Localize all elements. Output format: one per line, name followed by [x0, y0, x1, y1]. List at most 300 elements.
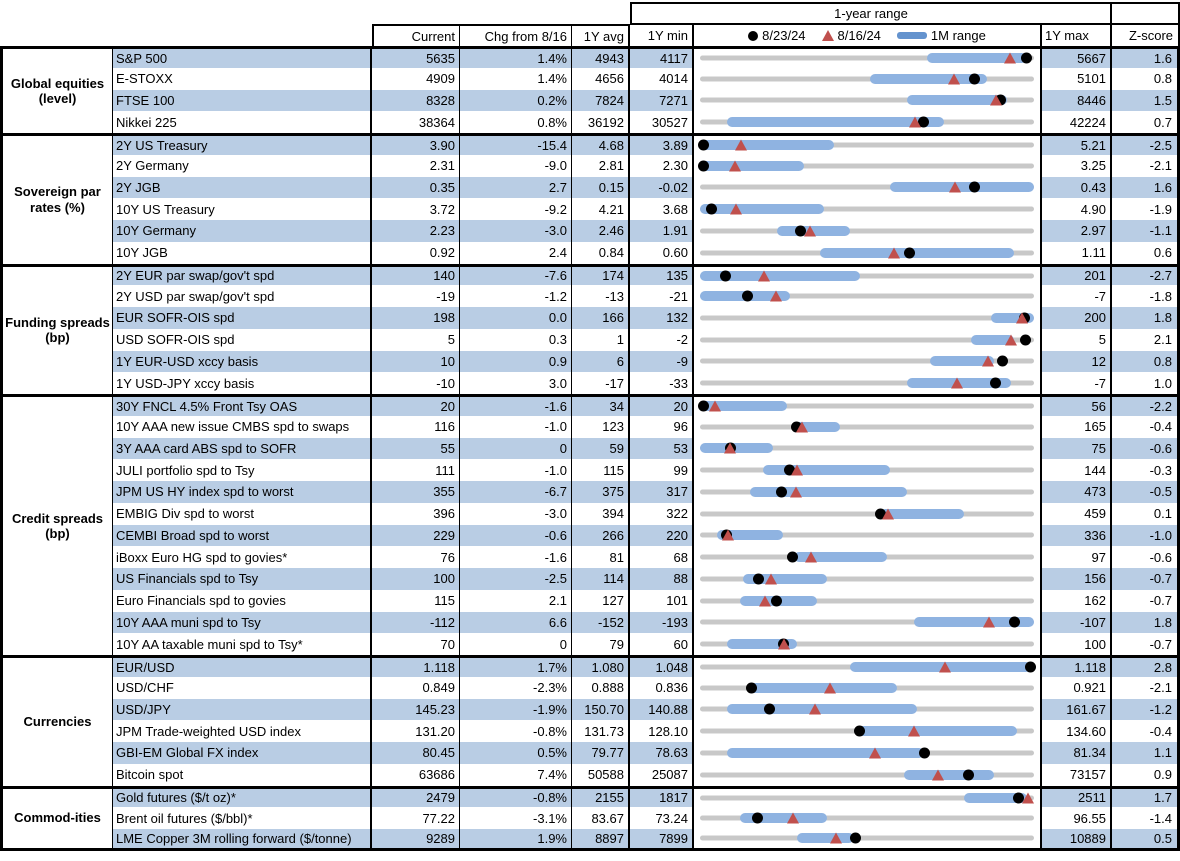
zscore-value: -0.4 — [1112, 416, 1180, 438]
prior-week-triangle-marker-icon — [982, 356, 994, 367]
1y-min-value: 3.89 — [630, 133, 694, 155]
chg-from-8-16-value: 0.0 — [460, 307, 572, 329]
section-label: Sovereign par rates (%) — [0, 133, 113, 264]
1y-avg-value: 4656 — [572, 68, 630, 90]
legend-item-current — [748, 29, 805, 42]
prior-week-triangle-marker-icon — [990, 95, 1002, 106]
row-label: 1Y USD-JPY xccy basis — [113, 372, 372, 394]
row-label: 10Y JGB — [113, 242, 372, 264]
current-value: 115 — [372, 590, 460, 612]
chg-from-8-16-value: -0.8% — [460, 720, 572, 742]
zscore-value: -2.1 — [1112, 155, 1180, 177]
1y-avg-value: 123 — [572, 416, 630, 438]
1y-avg-value: -152 — [572, 612, 630, 634]
current-dot-marker-icon — [706, 204, 717, 215]
current-dot-marker-icon — [997, 356, 1008, 367]
prior-week-triangle-marker-icon — [724, 443, 736, 454]
range-chart — [694, 133, 1042, 155]
current-value: 10 — [372, 351, 460, 373]
range-chart — [694, 329, 1042, 351]
header-empty-cell — [1112, 2, 1180, 24]
1y-avg-value: 4.21 — [572, 198, 630, 220]
chg-from-8-16-value: -3.0 — [460, 220, 572, 242]
column-header-1y-avg: 1Y avg — [572, 24, 630, 46]
row-label: Brent oil futures ($/bbl)* — [113, 807, 372, 829]
1m-range-bar — [797, 833, 854, 843]
1y-min-value: -21 — [630, 285, 694, 307]
zscore-value: -0.3 — [1112, 459, 1180, 481]
1y-max-value: 162 — [1042, 590, 1112, 612]
prior-week-triangle-marker-icon — [796, 421, 808, 432]
zscore-value: -1.0 — [1112, 525, 1180, 547]
1y-min-value: 53 — [630, 438, 694, 460]
range-chart — [694, 264, 1042, 286]
current-dot-marker-icon — [698, 140, 709, 151]
zscore-value: 2.8 — [1112, 655, 1180, 677]
1y-avg-value: 166 — [572, 307, 630, 329]
1y-min-value: 7899 — [630, 829, 694, 851]
prior-week-triangle-marker-icon — [809, 704, 821, 715]
1y-min-value: 322 — [630, 503, 694, 525]
section-label: Credit spreads (bp) — [0, 394, 113, 655]
current-dot-marker-icon — [752, 813, 763, 824]
row-label: USD/JPY — [113, 699, 372, 721]
1y-avg-value: 8897 — [572, 829, 630, 851]
prior-week-triangle-marker-icon — [983, 617, 995, 628]
current-dot-marker-icon — [742, 291, 753, 302]
chg-from-8-16-value: 1.4% — [460, 68, 572, 90]
1y-min-value: 25087 — [630, 764, 694, 786]
chg-from-8-16-value: 0.3 — [460, 329, 572, 351]
1y-min-value: 88 — [630, 568, 694, 590]
row-label: iBoxx Euro HG spd to govies* — [113, 546, 372, 568]
1y-max-value: 156 — [1042, 568, 1112, 590]
chg-from-8-16-value: -1.6 — [460, 546, 572, 568]
1y-avg-value: 34 — [572, 394, 630, 416]
row-label: USD/CHF — [113, 677, 372, 699]
range-chart — [694, 633, 1042, 655]
range-chart — [694, 829, 1042, 851]
prior-week-triangle-marker-icon — [949, 182, 961, 193]
prior-week-triangle-marker-icon — [882, 508, 894, 519]
1y-max-value: 2.97 — [1042, 220, 1112, 242]
row-label: JPM US HY index spd to worst — [113, 481, 372, 503]
current-value: 20 — [372, 394, 460, 416]
prior-week-triangle-marker-icon — [729, 160, 741, 171]
1y-min-value: 101 — [630, 590, 694, 612]
1y-min-value: -0.02 — [630, 177, 694, 199]
range-chart — [694, 46, 1042, 68]
zscore-value: -2.1 — [1112, 677, 1180, 699]
row-label: JULI portfolio spd to Tsy — [113, 459, 372, 481]
zscore-value: -2.5 — [1112, 133, 1180, 155]
zscore-value: -0.6 — [1112, 438, 1180, 460]
range-chart — [694, 351, 1042, 373]
1y-min-value: 317 — [630, 481, 694, 503]
1y-min-value: 20 — [630, 394, 694, 416]
legend-item-prior-week — [822, 29, 881, 42]
prior-week-triangle-marker-icon — [1005, 334, 1017, 345]
row-label: Bitcoin spot — [113, 764, 372, 786]
chg-from-8-16-value: 0 — [460, 438, 572, 460]
1y-max-value: 459 — [1042, 503, 1112, 525]
1y-min-value: 1817 — [630, 786, 694, 808]
chart-legend — [694, 24, 1042, 46]
chg-from-8-16-value: -9.2 — [460, 198, 572, 220]
1y-min-value: 78.63 — [630, 742, 694, 764]
1y-max-value: 5 — [1042, 329, 1112, 351]
1m-range-bar — [750, 487, 907, 497]
1y-max-value: 473 — [1042, 481, 1112, 503]
1y-avg-value: 83.67 — [572, 807, 630, 829]
1y-max-value: 42224 — [1042, 111, 1112, 133]
header-spacer — [0, 2, 630, 24]
1y-avg-value: -13 — [572, 285, 630, 307]
1y-min-value: 4117 — [630, 46, 694, 68]
chg-from-8-16-value: 1.9% — [460, 829, 572, 851]
row-label: GBI-EM Global FX index — [113, 742, 372, 764]
row-label: EUR/USD — [113, 655, 372, 677]
1y-max-value: 12 — [1042, 351, 1112, 373]
current-value: 116 — [372, 416, 460, 438]
chg-from-8-16-value: -0.6 — [460, 525, 572, 547]
1y-max-value: 73157 — [1042, 764, 1112, 786]
zscore-value: 0.7 — [1112, 111, 1180, 133]
1y-max-value: 2511 — [1042, 786, 1112, 808]
zscore-value: 1.5 — [1112, 90, 1180, 112]
current-value: 0.849 — [372, 677, 460, 699]
1m-range-bar — [727, 704, 917, 714]
range-chart — [694, 481, 1042, 503]
range-chart — [694, 394, 1042, 416]
current-dot-marker-icon — [969, 182, 980, 193]
prior-week-triangle-marker-icon — [948, 73, 960, 84]
1y-avg-value: 0.888 — [572, 677, 630, 699]
1y-min-value: 4014 — [630, 68, 694, 90]
range-chart — [694, 90, 1042, 112]
1y-min-value: 30527 — [630, 111, 694, 133]
1y-min-value: 132 — [630, 307, 694, 329]
1y-avg-value: 1 — [572, 329, 630, 351]
current-value: 145.23 — [372, 699, 460, 721]
1y-avg-value: 127 — [572, 590, 630, 612]
range-chart — [694, 655, 1042, 677]
1y-max-value: 165 — [1042, 416, 1112, 438]
chg-from-8-16-value: -9.0 — [460, 155, 572, 177]
1y-avg-value: 81 — [572, 546, 630, 568]
1y-min-value: 7271 — [630, 90, 694, 112]
row-label: LME Copper 3M rolling forward ($/tonne) — [113, 829, 372, 851]
zscore-value: 0.9 — [1112, 764, 1180, 786]
1y-min-value: -2 — [630, 329, 694, 351]
chg-from-8-16-value: 0 — [460, 633, 572, 655]
1y-min-value: 73.24 — [630, 807, 694, 829]
current-value: 198 — [372, 307, 460, 329]
current-dot-marker-icon — [990, 378, 1001, 389]
zscore-value: -2.2 — [1112, 394, 1180, 416]
1y-min-value: 68 — [630, 546, 694, 568]
1y-max-value: 336 — [1042, 525, 1112, 547]
1y-min-value: -193 — [630, 612, 694, 634]
row-label: JPM Trade-weighted USD index — [113, 720, 372, 742]
current-value: 4909 — [372, 68, 460, 90]
chg-from-8-16-value: -1.9% — [460, 699, 572, 721]
prior-week-triangle-marker-icon — [805, 552, 817, 563]
column-header-chg-from-8-16: Chg from 8/16 — [460, 24, 572, 46]
chg-from-8-16-value: -15.4 — [460, 133, 572, 155]
1y-avg-value: 6 — [572, 351, 630, 373]
1y-max-value: -7 — [1042, 372, 1112, 394]
1y-max-value: 5.21 — [1042, 133, 1112, 155]
chg-from-8-16-value: -1.6 — [460, 394, 572, 416]
1y-avg-value: 2.46 — [572, 220, 630, 242]
range-chart — [694, 220, 1042, 242]
prior-week-triangle-marker-icon — [709, 401, 721, 412]
current-value: 76 — [372, 546, 460, 568]
1y-max-value: 3.25 — [1042, 155, 1112, 177]
1y-max-value: 10889 — [1042, 829, 1112, 851]
current-value: 63686 — [372, 764, 460, 786]
1y-avg-value: 150.70 — [572, 699, 630, 721]
prior-week-triangle-marker-icon — [1004, 53, 1016, 64]
1y-max-value: 81.34 — [1042, 742, 1112, 764]
row-label: EUR SOFR-OIS spd — [113, 307, 372, 329]
1y-min-value: 0.60 — [630, 242, 694, 264]
row-label: 10Y AAA new issue CMBS spd to swaps — [113, 416, 372, 438]
1y-max-value: 201 — [1042, 264, 1112, 286]
zscore-value: 1.0 — [1112, 372, 1180, 394]
current-value: 55 — [372, 438, 460, 460]
current-dot-marker-icon — [720, 270, 731, 281]
1m-range-bar — [904, 770, 994, 780]
prior-week-triangle-marker-icon — [939, 662, 951, 673]
current-dot-marker-icon — [698, 401, 709, 412]
current-dot-marker-icon — [771, 595, 782, 606]
current-dot-marker-icon — [787, 552, 798, 563]
section-label: Currencies — [0, 655, 113, 786]
row-label: 2Y JGB — [113, 177, 372, 199]
1y-max-value: 4.90 — [1042, 198, 1112, 220]
1y-avg-value: 36192 — [572, 111, 630, 133]
current-dot-marker-icon — [969, 73, 980, 84]
range-chart — [694, 68, 1042, 90]
current-value: -112 — [372, 612, 460, 634]
chg-from-8-16-value: 2.4 — [460, 242, 572, 264]
current-value: 9289 — [372, 829, 460, 851]
row-label: 2Y EUR par swap/gov't spd — [113, 264, 372, 286]
1m-range-bar — [747, 683, 897, 693]
1y-avg-value: 79.77 — [572, 742, 630, 764]
row-label: 10Y AA taxable muni spd to Tsy* — [113, 633, 372, 655]
range-chart — [694, 568, 1042, 590]
range-chart — [694, 111, 1042, 133]
zscore-value: -0.6 — [1112, 546, 1180, 568]
chg-from-8-16-value: 0.8% — [460, 111, 572, 133]
current-dot-marker-icon — [1025, 662, 1036, 673]
1y-avg-value: -17 — [572, 372, 630, 394]
1y-min-value: 128.10 — [630, 720, 694, 742]
prior-week-triangle-marker-icon — [770, 291, 782, 302]
zscore-value: 1.8 — [1112, 612, 1180, 634]
column-header-1y-max: 1Y max — [1042, 24, 1112, 46]
current-value: 229 — [372, 525, 460, 547]
current-dot-marker-icon — [753, 573, 764, 584]
current-dot-marker-icon — [904, 247, 915, 258]
1y-range-track — [700, 228, 1034, 233]
zscore-value: 2.1 — [1112, 329, 1180, 351]
1y-min-value: 60 — [630, 633, 694, 655]
range-chart — [694, 285, 1042, 307]
1y-avg-value: 7824 — [572, 90, 630, 112]
zscore-value: -1.1 — [1112, 220, 1180, 242]
1y-max-value: 5101 — [1042, 68, 1112, 90]
zscore-value: -0.5 — [1112, 481, 1180, 503]
blue-range-bar-icon — [897, 32, 927, 39]
chg-from-8-16-value: 0.2% — [460, 90, 572, 112]
1y-avg-value: 2.81 — [572, 155, 630, 177]
1y-max-value: 0.43 — [1042, 177, 1112, 199]
row-label: Nikkei 225 — [113, 111, 372, 133]
current-dot-marker-icon — [854, 726, 865, 737]
chg-from-8-16-value: -2.5 — [460, 568, 572, 590]
chg-from-8-16-value: 0.5% — [460, 742, 572, 764]
row-label: 2Y USD par swap/gov't spd — [113, 285, 372, 307]
range-chart — [694, 416, 1042, 438]
row-label: E-STOXX — [113, 68, 372, 90]
red-triangle-marker-icon — [822, 30, 834, 41]
prior-week-triangle-marker-icon — [722, 530, 734, 541]
1y-max-value: 97 — [1042, 546, 1112, 568]
1y-max-value: 161.67 — [1042, 699, 1112, 721]
current-value: 131.20 — [372, 720, 460, 742]
zscore-value: 0.8 — [1112, 68, 1180, 90]
prior-week-triangle-marker-icon — [951, 378, 963, 389]
1y-max-value: -7 — [1042, 285, 1112, 307]
prior-week-triangle-marker-icon — [804, 225, 816, 236]
range-chart — [694, 242, 1042, 264]
current-dot-marker-icon — [919, 747, 930, 758]
1y-min-value: 3.68 — [630, 198, 694, 220]
range-chart — [694, 438, 1042, 460]
section-label: Global equities (level) — [0, 46, 113, 133]
zscore-value: -1.8 — [1112, 285, 1180, 307]
current-value: 2.23 — [372, 220, 460, 242]
prior-week-triangle-marker-icon — [730, 204, 742, 215]
1y-avg-value: 59 — [572, 438, 630, 460]
range-chart — [694, 786, 1042, 808]
current-value: 2.31 — [372, 155, 460, 177]
1y-max-value: 5667 — [1042, 46, 1112, 68]
current-dot-marker-icon — [764, 704, 775, 715]
prior-week-triangle-marker-icon — [830, 833, 842, 844]
1y-max-value: -107 — [1042, 612, 1112, 634]
legend-label: 8/23/24 — [762, 28, 806, 43]
prior-week-triangle-marker-icon — [787, 813, 799, 824]
1y-max-value: 1.118 — [1042, 655, 1112, 677]
chg-from-8-16-value: -1.0 — [460, 416, 572, 438]
range-chart — [694, 720, 1042, 742]
1y-min-value: 1.91 — [630, 220, 694, 242]
row-label: FTSE 100 — [113, 90, 372, 112]
row-label: 3Y AAA card ABS spd to SOFR — [113, 438, 372, 460]
1m-range-bar — [857, 726, 1017, 736]
current-value: 0.92 — [372, 242, 460, 264]
current-value: 3.90 — [372, 133, 460, 155]
1y-min-value: 2.30 — [630, 155, 694, 177]
chg-from-8-16-value: 7.4% — [460, 764, 572, 786]
zscore-value: -0.7 — [1112, 568, 1180, 590]
range-chart — [694, 503, 1042, 525]
row-label: 1Y EUR-USD xccy basis — [113, 351, 372, 373]
row-label: 2Y Germany — [113, 155, 372, 177]
zscore-value: -1.9 — [1112, 198, 1180, 220]
1m-range-bar — [700, 443, 773, 453]
range-chart — [694, 155, 1042, 177]
range-chart — [694, 459, 1042, 481]
1y-min-value: 0.836 — [630, 677, 694, 699]
chg-from-8-16-value: -3.0 — [460, 503, 572, 525]
row-label: CEMBI Broad spd to worst — [113, 525, 372, 547]
1y-max-value: 8446 — [1042, 90, 1112, 112]
chg-from-8-16-value: 2.1 — [460, 590, 572, 612]
range-chart — [694, 699, 1042, 721]
legend-label: 8/16/24 — [837, 28, 881, 43]
current-dot-marker-icon — [1009, 617, 1020, 628]
row-label: 10Y AAA muni spd to Tsy — [113, 612, 372, 634]
chg-from-8-16-value: -7.6 — [460, 264, 572, 286]
prior-week-triangle-marker-icon — [735, 140, 747, 151]
row-label: 2Y US Treasury — [113, 133, 372, 155]
chg-from-8-16-value: -1.2 — [460, 285, 572, 307]
1y-range-track — [700, 511, 1034, 516]
zscore-value: 1.1 — [1112, 742, 1180, 764]
chg-from-8-16-value: 2.7 — [460, 177, 572, 199]
chg-from-8-16-value: -0.8% — [460, 786, 572, 808]
1y-avg-value: 394 — [572, 503, 630, 525]
1y-min-value: 135 — [630, 264, 694, 286]
range-chart — [694, 525, 1042, 547]
current-value: -19 — [372, 285, 460, 307]
current-value: 111 — [372, 459, 460, 481]
1y-avg-value: 2155 — [572, 786, 630, 808]
legend-label: 1M range — [930, 28, 986, 43]
1m-range-bar — [700, 140, 834, 150]
prior-week-triangle-marker-icon — [790, 486, 802, 497]
current-value: -10 — [372, 372, 460, 394]
1y-avg-value: 0.15 — [572, 177, 630, 199]
zscore-value: -0.4 — [1112, 720, 1180, 742]
current-value: 77.22 — [372, 807, 460, 829]
zscore-value: -2.7 — [1112, 264, 1180, 286]
prior-week-triangle-marker-icon — [791, 465, 803, 476]
column-header-1y-min: 1Y min — [630, 24, 694, 46]
row-label: USD SOFR-OIS spd — [113, 329, 372, 351]
current-value: 5 — [372, 329, 460, 351]
current-value: 70 — [372, 633, 460, 655]
chg-from-8-16-value: -1.0 — [460, 459, 572, 481]
chg-from-8-16-value: 6.6 — [460, 612, 572, 634]
prior-week-triangle-marker-icon — [765, 573, 777, 584]
current-value: 80.45 — [372, 742, 460, 764]
prior-week-triangle-marker-icon — [1016, 312, 1028, 323]
prior-week-triangle-marker-icon — [758, 270, 770, 281]
range-chart — [694, 742, 1042, 764]
section-label: Commod-ities — [0, 786, 113, 851]
1m-range-bar — [763, 465, 890, 475]
1y-avg-value: 1.080 — [572, 655, 630, 677]
range-chart — [694, 372, 1042, 394]
zscore-value: 0.6 — [1112, 242, 1180, 264]
